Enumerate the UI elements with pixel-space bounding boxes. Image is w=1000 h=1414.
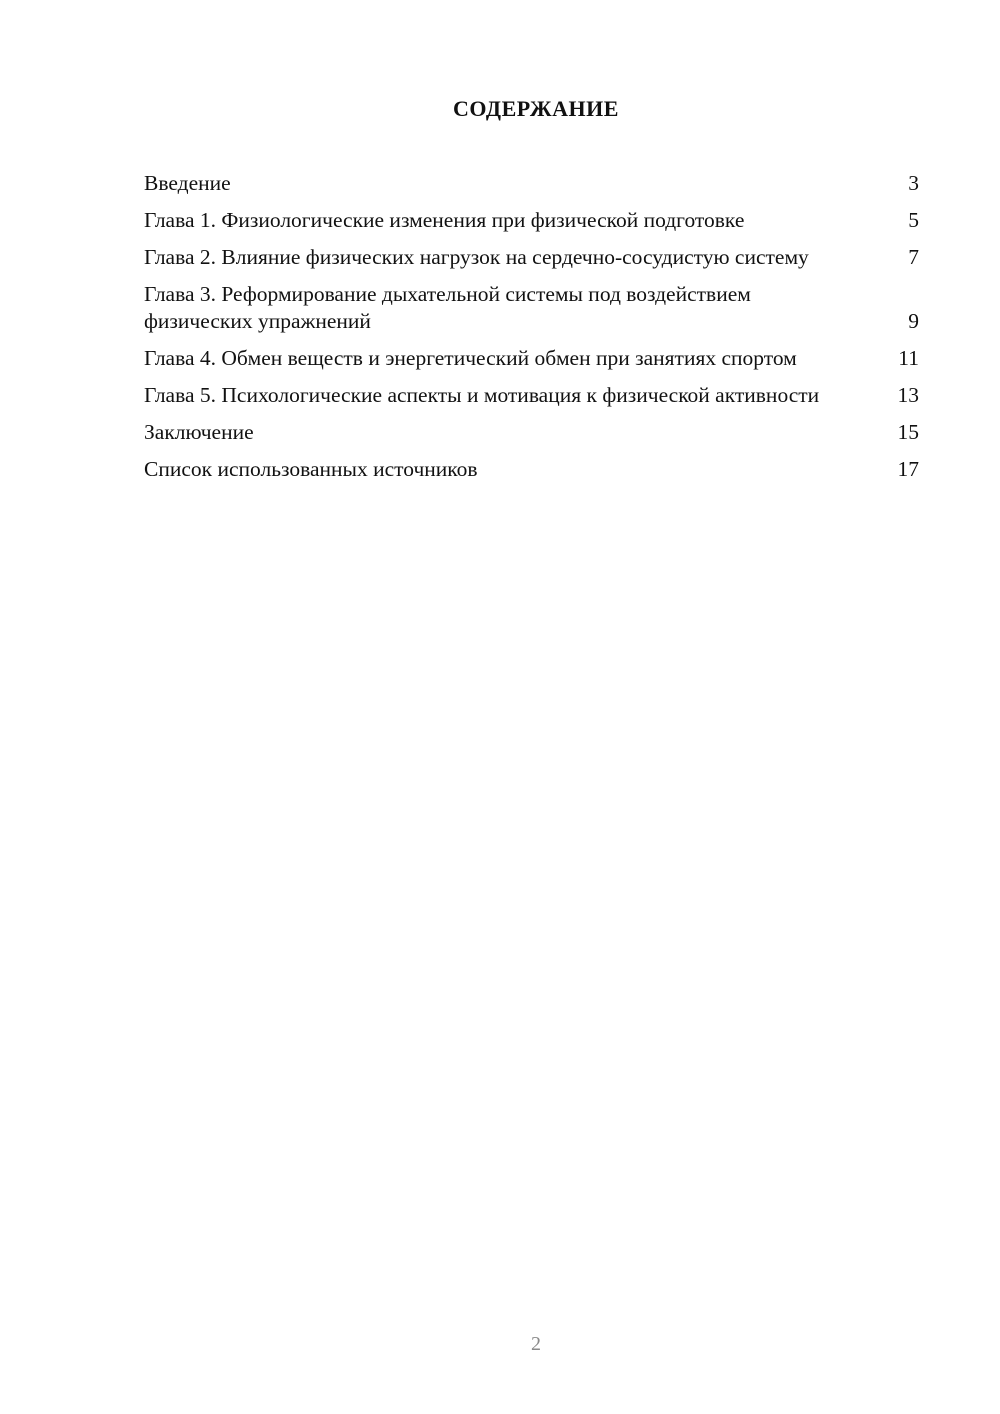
- toc-entry-page: 9: [908, 309, 919, 333]
- toc-entry-title: Глава 4. Обмен веществ и энергетический обмен при занятиях спортом: [144, 346, 797, 370]
- toc-entry-title: Глава 2. Влияние физических нагрузок на сердечно-сосудистую систему: [144, 245, 809, 269]
- toc-entry-page: 15: [897, 420, 919, 444]
- toc-entry[interactable]: [144, 244, 919, 271]
- toc-entry-title: Глава 3. Реформирование дыхательной системы под воздействием физических упражнений: [144, 282, 751, 333]
- toc-entry-title: Список использованных источников: [144, 457, 478, 481]
- toc-entry-title: Введение: [144, 171, 231, 195]
- toc-entry[interactable]: [144, 281, 919, 335]
- toc-entry[interactable]: [144, 170, 919, 197]
- toc-entry-page: 13: [897, 383, 919, 407]
- page-title: СОДЕРЖАНИЕ: [453, 96, 619, 121]
- page-number: 2: [531, 1333, 541, 1355]
- toc-entry-page: 11: [898, 346, 919, 370]
- toc-entry[interactable]: [144, 345, 919, 372]
- table-of-contents: [144, 170, 919, 493]
- toc-entry-page: 7: [908, 245, 919, 269]
- toc-entry-page: 5: [908, 208, 919, 232]
- toc-entry-title: Заключение: [144, 420, 254, 444]
- toc-entry[interactable]: [144, 382, 919, 409]
- toc-entry-page: 3: [908, 171, 919, 195]
- toc-entry[interactable]: [144, 419, 919, 446]
- toc-entry[interactable]: [144, 207, 919, 234]
- toc-entry-title: Глава 5. Психологические аспекты и мотивация к физической активности: [144, 383, 820, 407]
- toc-entry-page: 17: [897, 457, 919, 481]
- toc-entry[interactable]: [144, 456, 919, 483]
- toc-entry-title: Глава 1. Физиологические изменения при физической подготовке: [144, 208, 745, 232]
